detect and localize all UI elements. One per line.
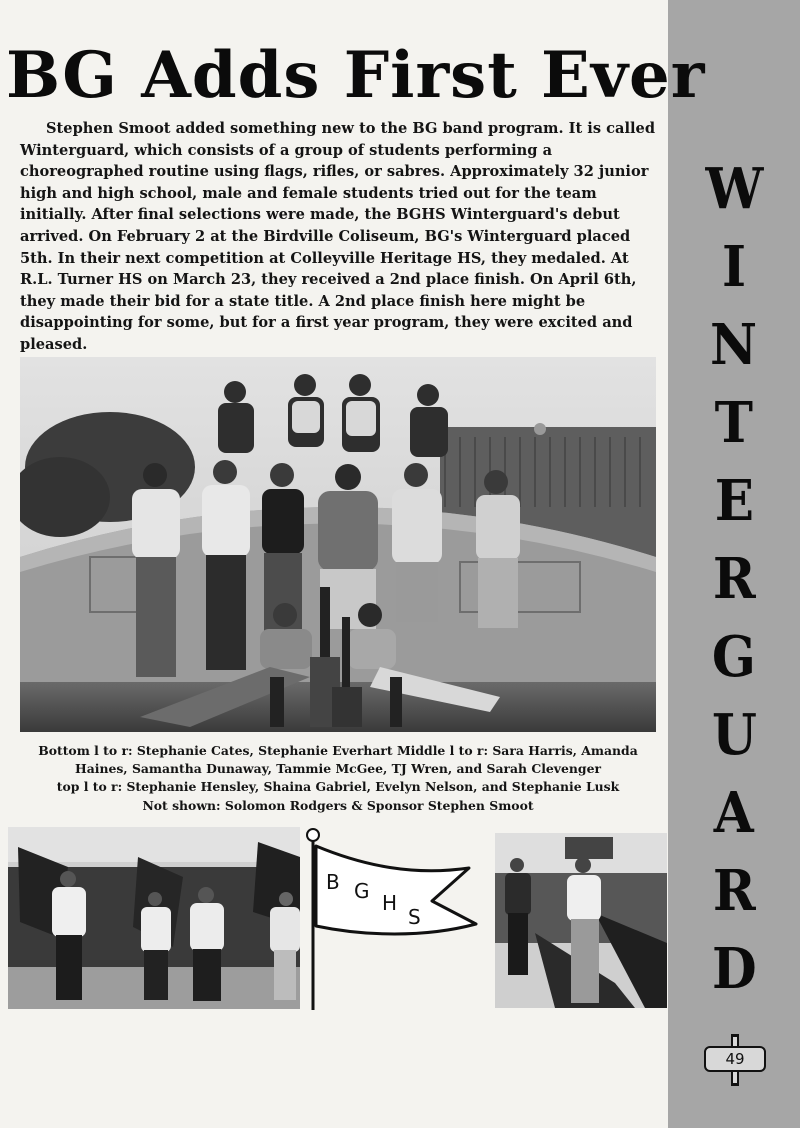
group-photo: [20, 357, 656, 732]
article-body: Stephen Smoot added something new to the BG band program. It is called Winterguard, which consists of a group of students performing a choreographed routine using flags, rifles, or sabres. Approximately 32 junior high and high school, male and female students tried out for the team initially. After final selections were made, the BGHS Winterguard's debut arrived. On February 2 at the Birdville Coliseum, BG's Winterguard placed 5th. In their next competition at Colleyville Heritage HS, they medaled. At R.L. Turner HS on March 23, they received a 2nd place finish. On April 6th, they made their bid for a state title. A 2nd place finish here might be disappointing for some, but for a first year program, they were excited and pleased.: [20, 120, 656, 353]
flag-letter: S: [408, 905, 421, 929]
side-letter: R: [712, 546, 756, 612]
side-letter: A: [714, 780, 754, 846]
side-letter: E: [714, 468, 754, 534]
flag-letter: H: [382, 891, 398, 915]
side-letter: R: [712, 858, 756, 924]
side-letter: U: [711, 702, 757, 768]
side-letter: N: [710, 312, 758, 378]
flag-letter: G: [354, 879, 370, 903]
page-number: 49: [704, 1046, 766, 1072]
page-title: BG Adds First Ever: [6, 38, 706, 113]
flag-letter: B: [326, 870, 340, 894]
caption-line: Not shown: Solomon Rodgers & Sponsor Stephen Smoot: [142, 797, 534, 813]
side-letter: T: [714, 390, 754, 456]
flag-team-photo: [8, 827, 300, 1009]
winterguard-vertical-title: [668, 150, 800, 1008]
side-letter: W: [705, 156, 763, 222]
pennant-flag-icon: [304, 826, 488, 1012]
caption-line: Bottom l to r: Stephanie Cates, Stephanie Everhart Middle l to r: Sara Harris, Amanda: [38, 743, 638, 758]
caption-line: top l to r: Stephanie Hensley, Shaina Gabriel, Evelyn Nelson, and Stephanie Lusk: [56, 779, 620, 795]
side-letter: G: [711, 624, 756, 690]
caption-line: Haines, Samantha Dunaway, Tammie McGee, TJ Wren, and Sarah Clevenger: [75, 761, 601, 777]
rehearsal-photo: [495, 833, 667, 1008]
side-letter: D: [711, 936, 757, 1002]
side-letter: I: [721, 234, 747, 300]
photo-caption: [20, 742, 656, 815]
